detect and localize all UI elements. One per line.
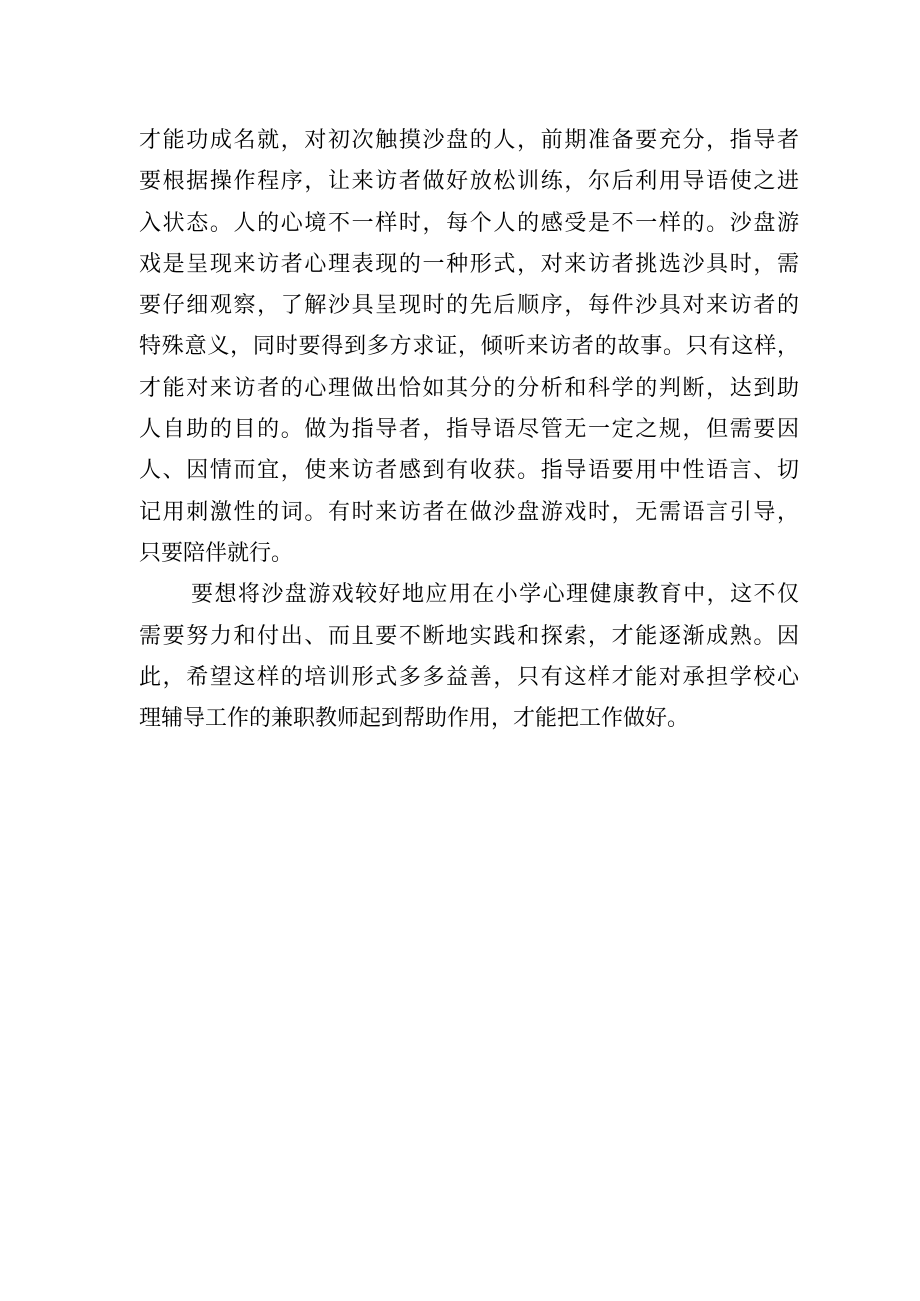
text-line: 理辅导工作的兼职教师起到帮助作用，才能把工作做好。	[139, 706, 690, 732]
text-line: 要根据操作程序，让来访者做好放松训练，尔后利用导语使之进	[139, 169, 799, 195]
text-line: 需要努力和付出、而且要不断地实践和探索，才能逐渐成熟。因	[139, 623, 799, 649]
document-body	[139, 120, 799, 739]
text-line: 戏是呈现来访者心理表现的一种形式，对来访者挑选沙具时，需	[139, 251, 799, 277]
text-line: 才能功成名就，对初次触摸沙盘的人，前期准备要充分，指导者	[139, 128, 799, 153]
paragraph-1	[139, 120, 799, 574]
text-line: 才能对来访者的心理做出恰如其分的分析和科学的判断，达到助	[139, 375, 799, 401]
text-line: 特殊意义，同时要得到多方求证，倾听来访者的故事。只有这样，	[139, 334, 799, 360]
text-line: 入状态。人的心境不一样时，每个人的感受是不一样的。沙盘游	[139, 210, 799, 236]
text-line: 此，希望这样的培训形式多多益善，只有这样才能对承担学校心	[139, 664, 799, 690]
text-line: 记用刺激性的词。有时来访者在做沙盘游戏时，无需语言引导，	[139, 499, 799, 525]
paragraph-2	[139, 574, 799, 739]
text-line: 要想将沙盘游戏较好地应用在小学心理健康教育中，这不仅	[191, 582, 799, 608]
text-line: 要仔细观察，了解沙具呈现时的先后顺序，每件沙具对来访者的	[139, 293, 799, 319]
text-line: 只要陪伴就行。	[139, 540, 294, 566]
text-line: 人自助的目的。做为指导者，指导语尽管无一定之规，但需要因	[139, 417, 799, 443]
text-line: 人、因情而宜，使来访者感到有收获。指导语要用中性语言、切	[139, 458, 799, 484]
